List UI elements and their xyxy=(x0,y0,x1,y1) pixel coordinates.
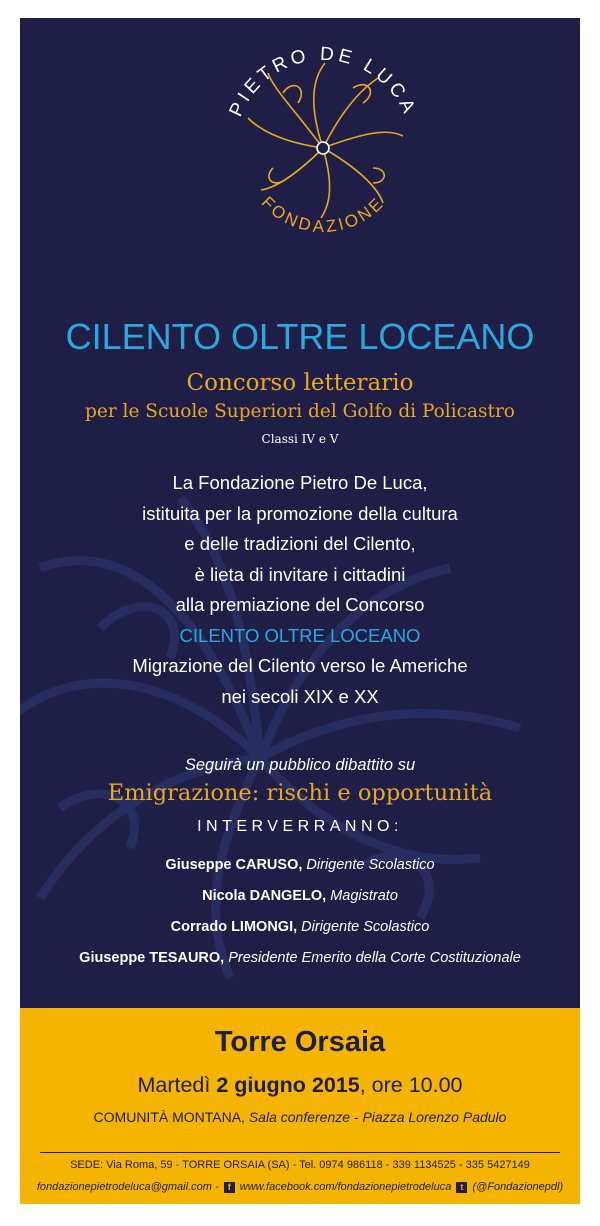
speaker-role: Magistrato xyxy=(330,888,398,904)
date-time: , ore 10.00 xyxy=(359,1073,463,1097)
event-details-band xyxy=(20,1008,580,1204)
footer-address: SEDE: Via Roma, 59 - TORRE ORSAIA (SA) - Tel. 0974 986118 - 339 1134525 - 335 5427149 xyxy=(70,1159,530,1171)
event-place: Torre Orsaia xyxy=(214,1026,386,1058)
speaker-name: Giuseppe TESAURO, xyxy=(79,950,225,966)
speakers-list xyxy=(20,850,580,974)
invite-line: e delle tradizioni del Cilento, xyxy=(184,533,416,554)
invite-line: La Fondazione Pietro De Luca, xyxy=(172,472,428,493)
speaker-item xyxy=(20,850,580,881)
logo-bottom-text: FONDAZIONE xyxy=(257,192,389,237)
invite-contest-name: CILENTO OLTRE LOCEANO xyxy=(179,624,421,646)
speaker-item xyxy=(20,881,580,912)
speaker-item xyxy=(20,943,580,974)
event-venue xyxy=(20,1109,580,1125)
invite-line: istituita per la promozione della cultura xyxy=(142,502,458,524)
event-date xyxy=(20,1073,580,1098)
debate-topic: Emigrazione: rischi e opportunità xyxy=(107,780,493,806)
twitter-link[interactable]: (@Fondazionepdl) xyxy=(472,1181,564,1194)
invite-line: è lieta di invitare i cittadini xyxy=(194,563,406,585)
invitation-text xyxy=(20,468,580,712)
twitter-icon: t xyxy=(456,1182,467,1193)
venue-name: COMUNITÀ MONTANA, xyxy=(93,1109,245,1125)
date-main: 2 giugno 2015 xyxy=(216,1073,360,1097)
footer-contacts xyxy=(20,1181,580,1193)
subtitle: Concorso letterario xyxy=(186,370,414,396)
date-prefix: Martedì xyxy=(137,1073,211,1097)
main-title: CILENTO OLTRE LOCEANO xyxy=(65,316,535,357)
speaker-role: Dirigente Scolastico xyxy=(301,919,430,935)
facebook-icon: f xyxy=(224,1182,235,1193)
email-link[interactable]: fondazionepietrodeluca@gmail.com - xyxy=(36,1181,219,1194)
foundation-logo xyxy=(213,18,433,243)
classes-note: Classi IV e V xyxy=(261,432,339,446)
logo-top-text: PIETRO DE LUCA xyxy=(225,43,421,120)
speaker-role: Presidente Emerito della Corte Costituzionale xyxy=(228,950,521,966)
invite-line: nei secoli XIX e XX xyxy=(221,685,379,707)
debate-intro: Seguirà un pubblico dibattito su xyxy=(184,756,416,774)
speaker-name: Giuseppe CARUSO, xyxy=(165,857,303,873)
speakers-heading: INTERVERRANNO: xyxy=(197,818,403,835)
invitation-panel xyxy=(20,18,580,1008)
speaker-role: Dirigente Scolastico xyxy=(306,857,435,873)
svg-text:PIETRO DE LUCA xyxy=(226,44,421,120)
venue-room: Sala conferenze - Piazza Lorenzo Padulo xyxy=(248,1109,507,1125)
footer-divider xyxy=(40,1152,560,1153)
facebook-link[interactable]: www.facebook.com/fondazionepietrodeluca xyxy=(239,1181,452,1194)
speaker-name: Corrado LIMONGI, xyxy=(170,919,298,935)
invite-line: alla premiazione del Concorso xyxy=(175,594,425,615)
subtitle-schools: per le Scuole Superiori del Golfo di Policastro xyxy=(85,401,515,422)
invite-line: Migrazione del Cilento verso le Americhe xyxy=(132,655,468,676)
speaker-name: Nicola DANGELO, xyxy=(202,888,327,904)
speaker-item xyxy=(20,912,580,943)
